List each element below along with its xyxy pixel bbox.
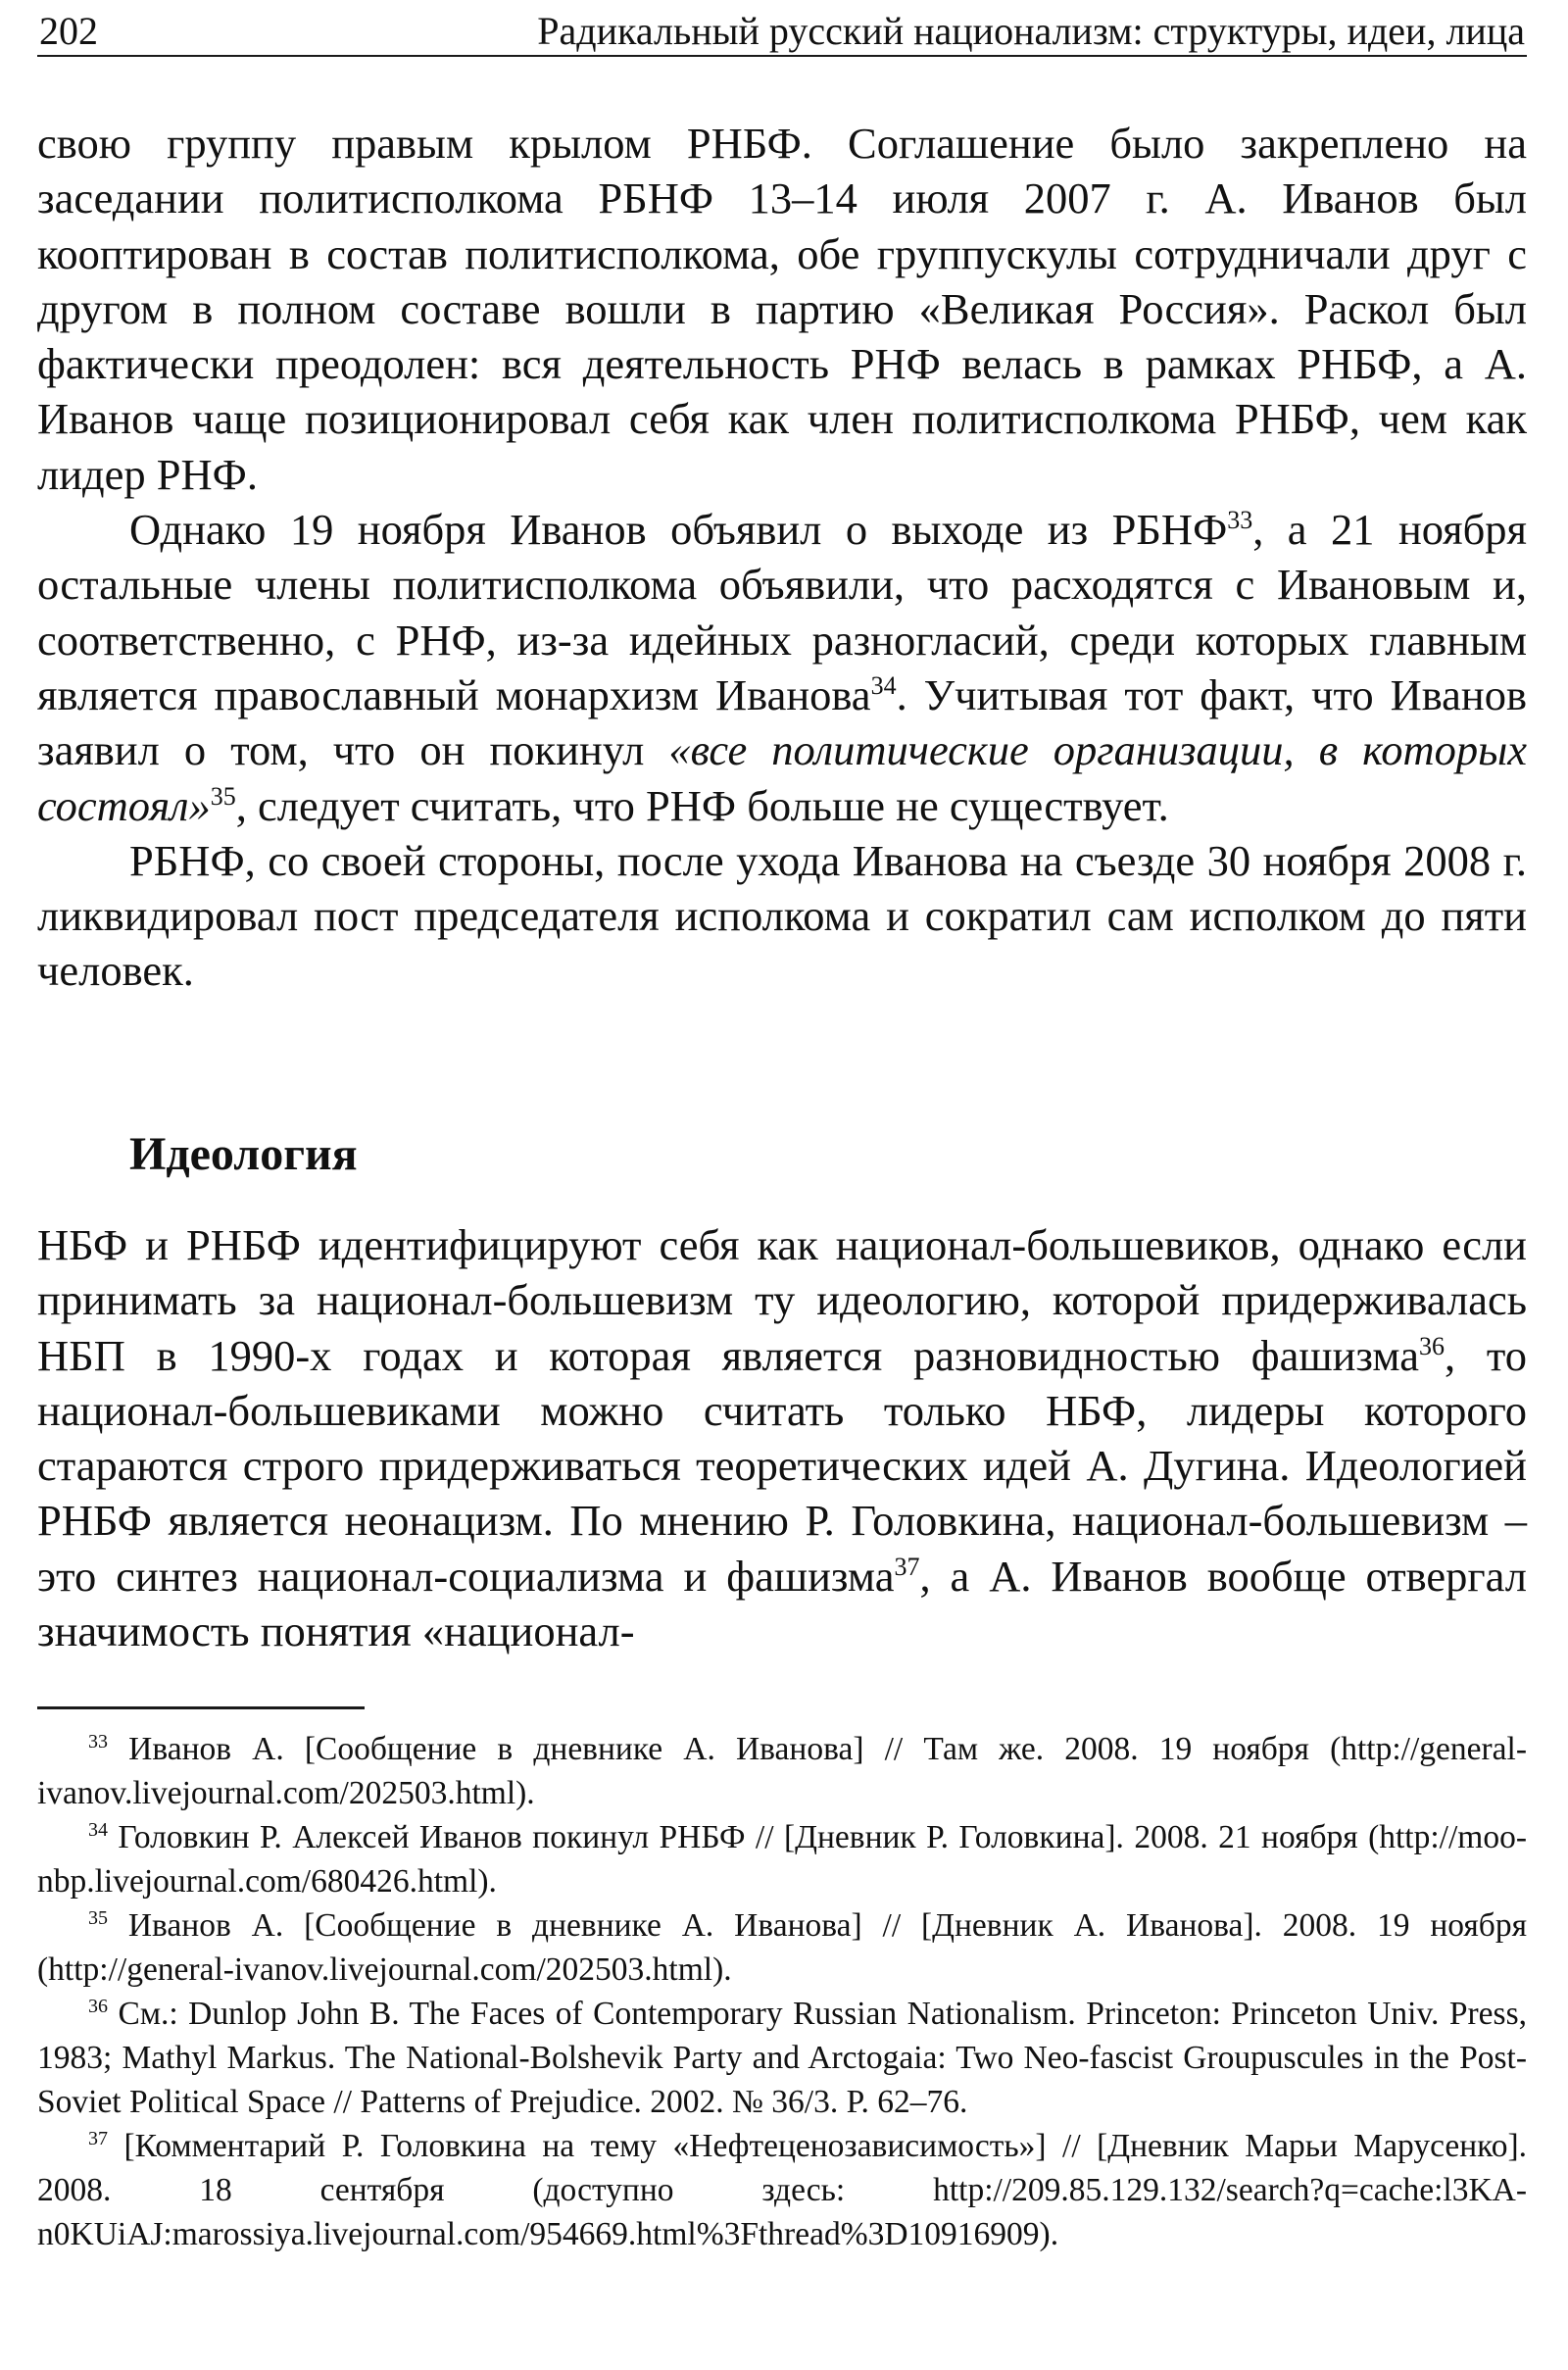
section-heading: Идеология <box>129 1128 358 1180</box>
footnote-ref-37[interactable]: 37 <box>894 1552 920 1581</box>
footnote-ref-35[interactable]: 35 <box>210 781 236 811</box>
footnotes <box>37 1727 1527 2256</box>
page-number: 202 <box>39 9 98 53</box>
footnote-36: $^{36}$ См.: Dunlop John B. The Faces of Contemporary Russian Nationalism. Princeton: Princeton Univ. Press, 1983; Mathyl Markus. The National-Bolshevik Party and Arctogaia: Two Neo-fascist Groupuscules in the Post-Soviet Political Space // Patterns of Prejudice. 2002. № 36/3. P. 62–76. <box>37 1996 1528 2120</box>
paragraph-3: РБНФ, со своей стороны, после ухода Иванова на съезде 30 ноября 2008 г. ликвидировал пост председателя исполкома и сократил сам исполком до пяти человек. <box>37 835 1527 996</box>
footnote-35: $^{35}$ Иванов А. [Сообщение в дневнике А. Иванова] // [Дневник А. Иванова]. 2008. 19 ноября (http://general-ivanov.livejournal.com/202503.html). <box>37 1907 1527 1988</box>
running-header <box>37 4 1527 57</box>
running-title: Радикальный русский национализм: структуры, идеи, лица <box>537 9 1525 53</box>
paragraph-4: НБФ и РНБФ идентифицируют себя как национал-большевиков, однако если принимать за национал-большевизм ту идеологию, которой придерживалась НБП в 1990-х годах и которая является разновидностью фашизма$^{36}$, то национал-большевиками можно считать только НБФ, лидеры которого стараются строго придерживаться теоретических идей А. Дугина. Идеологией РНБФ является неонацизм. По мнению Р. Головкина, национал-большевизм – это синтез национал-социализма и фашизма$^{37}$, а А. Иванов вообще отвергал значимость понятия «национал- <box>37 1220 1527 1656</box>
paragraph-1: свою группу правым крылом РНБФ. Соглашение было закреплено на заседании политисполкома РБНФ 13–14 июля 2007 г. А. Иванов был кооптирован в состав политисполкома, обе группускулы сотрудничали друг с другом в полном составе вошли в партию «Великая Россия». Раскол был фактически преодолен: вся деятельность РНФ велась в рамках РНБФ, а А. Иванов чаще позиционировал себя как член политисполкома РНБФ, чем как лидер РНФ. <box>37 119 1527 499</box>
footnote-divider <box>37 1706 365 1709</box>
footnote-ref-33[interactable]: 33 <box>1227 506 1253 535</box>
footnote-37: $^{37}$ [Комментарий Р. Головкина на тему «Нефтеценозависимость»] // [Дневник Марьи Марусенко]. 2008. 18 сентября (доступно здесь: http://209.85.129.132/search?q=cache:l3KA-n0KUiAJ:marossiya.livejournal.com/954669.html%3Fthread%3D10916909). <box>37 2128 1528 2252</box>
footnote-33: $^{33}$ Иванов А. [Сообщение в дневнике А. Иванова] // Там же. 2008. 19 ноября (http://general-ivanov.livejournal.com/202503.html). <box>37 1731 1527 1811</box>
book-page <box>37 0 1527 2370</box>
body-text <box>37 116 1527 999</box>
paragraph-2: Однако 19 ноября Иванов объявил о выходе из РБНФ$^{33}$, а 21 ноября остальные члены политисполкома объявили, что расходятся с Ивановым и, соответственно, с РНФ, из-за идейных разногласий, среди которых главным является православный монархизм Иванова$^{34}$. Учитывая тот факт, что Иванов заявил о том, что он покинул «все политические организации, в которых состоял»$^{35}$, следует считать, что РНФ больше не существует. <box>37 505 1527 830</box>
footnote-ref-34[interactable]: 34 <box>870 670 897 700</box>
footnote-ref-36[interactable]: 36 <box>1418 1331 1445 1360</box>
section-body <box>37 1217 1527 1658</box>
quote-italic: «все политические организации, в которых состоял» <box>37 725 1527 830</box>
footnote-34: $^{34}$ Головкин Р. Алексей Иванов покинул РНБФ // [Дневник Р. Головкина]. 2008. 21 ноября (http://moo-nbp.livejournal.com/680426.html). <box>37 1819 1528 1900</box>
